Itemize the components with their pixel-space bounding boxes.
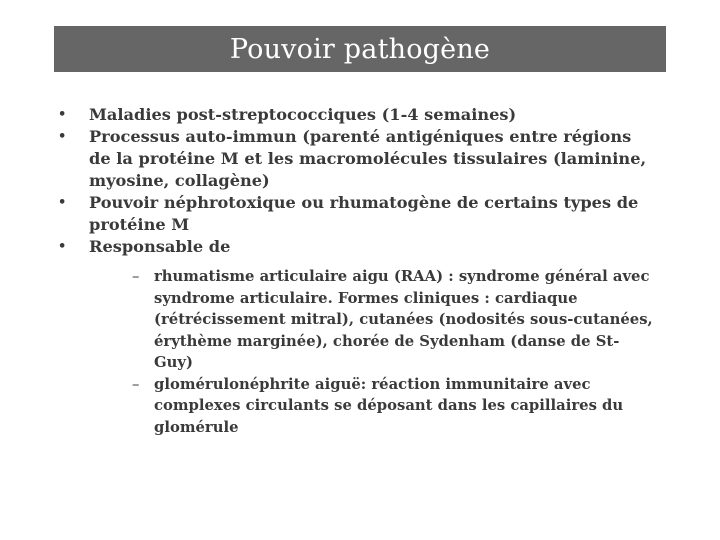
bullet-list [56, 104, 656, 438]
bullet-text: Maladies post-streptococciques (1-4 semaines) [89, 105, 517, 124]
bullet-text: Processus auto-immun (parenté antigéniques entre régions de la protéine M et les macromolécules tissulaires (laminine, myosine, collagène) [89, 127, 647, 190]
title-bar [54, 26, 666, 72]
bullet-text: Responsable de [89, 237, 231, 256]
sub-bullet-list [89, 266, 656, 438]
bullet-dot-icon: • [58, 239, 67, 254]
bullet-text: Pouvoir néphrotoxique ou rhumatogène de certains types de protéine M [89, 193, 639, 234]
bullet-item [56, 236, 656, 438]
bullet-dot-icon: • [58, 107, 67, 122]
bullet-dot-icon: • [58, 195, 67, 210]
bullet-item [56, 126, 656, 192]
sub-bullet-text: glomérulonéphrite aiguë: réaction immunitaire avec complexes circulants se déposant dans les capillaires du glomérule [154, 375, 624, 436]
dash-icon: – [132, 375, 140, 393]
slide-content [56, 104, 656, 438]
bullet-item [56, 104, 656, 126]
sub-bullet-text: rhumatisme articulaire aigu (RAA) : syndrome général avec syndrome articulaire. Formes cliniques : cardiaque (rétrécissement mitral), cutanées (nodosités sous-cutanées, érythème marginée), chorée de Sydenham (danse de St-Guy) [154, 268, 653, 371]
bullet-item [56, 192, 656, 236]
bullet-dot-icon: • [58, 129, 67, 144]
sub-bullet-item [89, 374, 656, 439]
dash-icon: – [132, 268, 140, 285]
sub-bullet-item [89, 266, 656, 374]
slide-title: Pouvoir pathogène [229, 33, 491, 65]
